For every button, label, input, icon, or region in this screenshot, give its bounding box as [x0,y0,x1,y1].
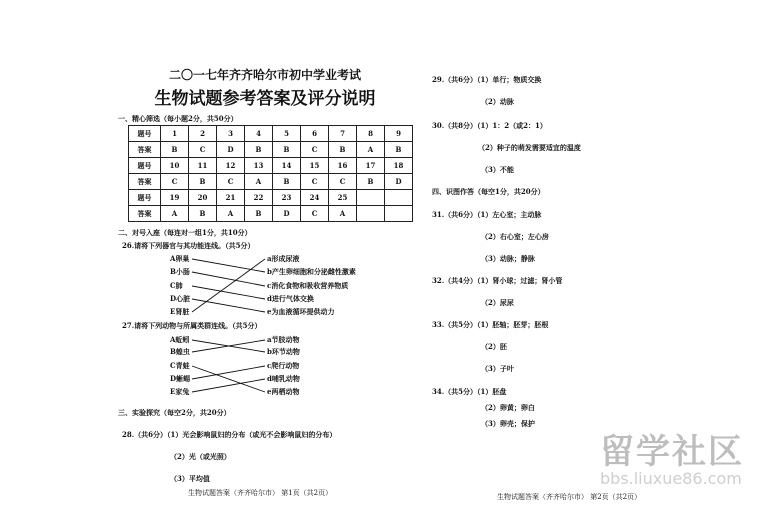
match-right-item: a节肢动物 [267,335,300,344]
table-cell: 6 [301,126,329,142]
table-cell: 9 [385,126,413,142]
match-right-item: c爬行动物 [267,361,300,370]
document-title: 生物试题参考答案及评分说明 [154,89,376,109]
table-cell: C [301,174,329,190]
answer-line: （3）子叶 [481,364,514,373]
table-cell: 1 [161,126,189,142]
answer-line: （3）动脉；静脉 [481,254,535,263]
table-cell: 7 [329,126,357,142]
table-cell: 12 [217,158,245,174]
match-left-item: C青蛙 [170,361,190,370]
table-cell: B [189,206,217,222]
match-left-item: A卵巢 [170,254,190,263]
match-line [192,259,265,312]
match-right-item: d进行气体交换 [267,294,314,303]
watermark-url: bbs.liuxue86.com [600,469,742,488]
match-left-item: E肾脏 [170,307,190,316]
match-line [192,366,265,392]
table-cell: 4 [245,126,273,142]
answer-line: 33.（共5分）（1）胚轴；胚芽；胚根 [432,320,549,329]
table-cell: D [273,206,301,222]
match-right-item: e两栖动物 [267,387,300,396]
table-cell: 19 [161,190,189,206]
answer-line: （3）卵壳；保护 [481,419,535,428]
match-left-item: B小肠 [170,267,190,276]
table-cell: 11 [189,158,217,174]
table-cell: 10 [161,158,189,174]
match-right-item: c消化食物和吸收营养物质 [267,281,349,290]
row-header: 题号 [129,158,161,174]
table-cell: B [245,206,273,222]
table-cell: B [329,142,357,158]
row-header: 答案 [129,206,161,222]
match-line [192,366,265,379]
row-header: 答案 [129,142,161,158]
match-line [192,259,265,272]
table-cell: B [245,142,273,158]
match-left-item: D蜥蜴 [170,374,191,383]
answer-line: （2）胚 [481,342,507,351]
answer-line: 32.（共4分）（1）肾小球；过滤；肾小管 [432,276,563,285]
table-cell: 20 [189,190,217,206]
match-line [192,299,265,312]
match-left-item: A蚯蚓 [170,335,190,344]
answer-line: 34.（共5分）（1）胚盘 [432,387,507,396]
match-right-item: b产生卵细胞和分泌雌性激素 [267,267,356,276]
answer-line: 30.（共8分）（1）1：2（或2：1） [432,121,547,130]
table-cell: B [189,174,217,190]
table-cell: B [273,142,301,158]
section-1-heading: 一、精心筛选（每小题2分，共50分） [118,114,238,123]
page-footer-2: 生物试题答案（齐齐哈尔市） 第2页（共2页） [497,493,642,501]
row-header: 题号 [129,190,161,206]
match-left-item: E家兔 [170,387,190,396]
match-left-item: B蝗虫 [170,347,190,356]
q27-title: 27.请将下列动物与所属类群连线。（共5分） [122,321,262,330]
q26-title: 26.请将下列器官与其功能连线。（共5分） [122,241,255,250]
table-cell: 18 [385,158,413,174]
table-cell: 3 [217,126,245,142]
section-2-heading: 二、对号入座（每连对一组1分，共10分） [118,228,252,237]
table-cell: C [301,142,329,158]
answer-line: （2）动脉 [481,97,514,106]
table-cell: 2 [189,126,217,142]
table-cell: B [385,142,413,158]
watermark-text: 留学社区 [600,432,744,472]
match-line [192,379,265,392]
answer-line: （2）种子的萌发需要适宜的温度 [478,143,581,152]
q28-answer-3: （3）平均值 [170,474,210,483]
table-cell: C [301,206,329,222]
match-right-item: a形成尿液 [267,254,300,263]
table-cell: 24 [301,190,329,206]
table-cell: 13 [245,158,273,174]
table-cell: C [189,142,217,158]
page-footer-1: 生物试题答案（齐齐哈尔市） 第1页（共2页） [188,489,333,497]
row-header: 题号 [129,126,161,142]
answer-line: （2）右心室；左心房 [481,232,549,241]
table-cell: 21 [217,190,245,206]
match-left-item: D心脏 [170,294,191,303]
table-cell: D [217,142,245,158]
table-cell: 8 [357,126,385,142]
section-4-heading: 四、识图作答（每空1分，共20分） [432,187,545,196]
table-cell: 5 [273,126,301,142]
exam-title: 二〇一七年齐齐哈尔市初中学业考试 [168,68,361,82]
answer-line: （2）卵黄；卵白 [481,403,535,412]
table-cell: A [161,206,189,222]
table-cell: C [161,174,189,190]
match-right-item: d哺乳动物 [267,374,300,383]
table-cell: B [357,174,385,190]
answer-line: 31.（共6分）（1）左心室；主动脉 [432,210,542,219]
table-cell: 22 [245,190,273,206]
table-cell: C [329,174,357,190]
table-cell: 23 [273,190,301,206]
table-cell: D [385,174,413,190]
q28-answer-1: 28.（共6分）（1）光会影响鼠妇的分布（或光不会影响鼠妇的分布） [122,430,337,439]
table-cell: A [217,206,245,222]
table-cell: C [217,174,245,190]
q28-answer-2: （2）光（或光照） [170,452,231,461]
match-right-item: e为血液循环提供动力 [267,307,335,316]
table-cell: A [245,174,273,190]
table-cell: B [161,142,189,158]
match-right-item: b环节动物 [267,347,300,356]
table-cell: A [329,206,357,222]
table-cell: A [357,142,385,158]
match-line [192,272,265,286]
table-cell: 16 [329,158,357,174]
table-cell: 17 [357,158,385,174]
table-cell: 14 [273,158,301,174]
answer-line: 29.（共6分）（1）单行；物质交换 [432,75,542,84]
match-left-item: C肺 [170,281,183,290]
answer-line: （2）尿尿 [481,298,514,307]
section-3-heading: 三、实验探究（每空2分，共20分） [118,408,231,417]
table-cell: 15 [301,158,329,174]
match-line [192,286,265,299]
table-cell: B [273,174,301,190]
answer-line: （3）不能 [481,165,514,174]
watermark-logo [600,434,744,488]
table-cell: 25 [329,190,357,206]
row-header: 答案 [129,174,161,190]
